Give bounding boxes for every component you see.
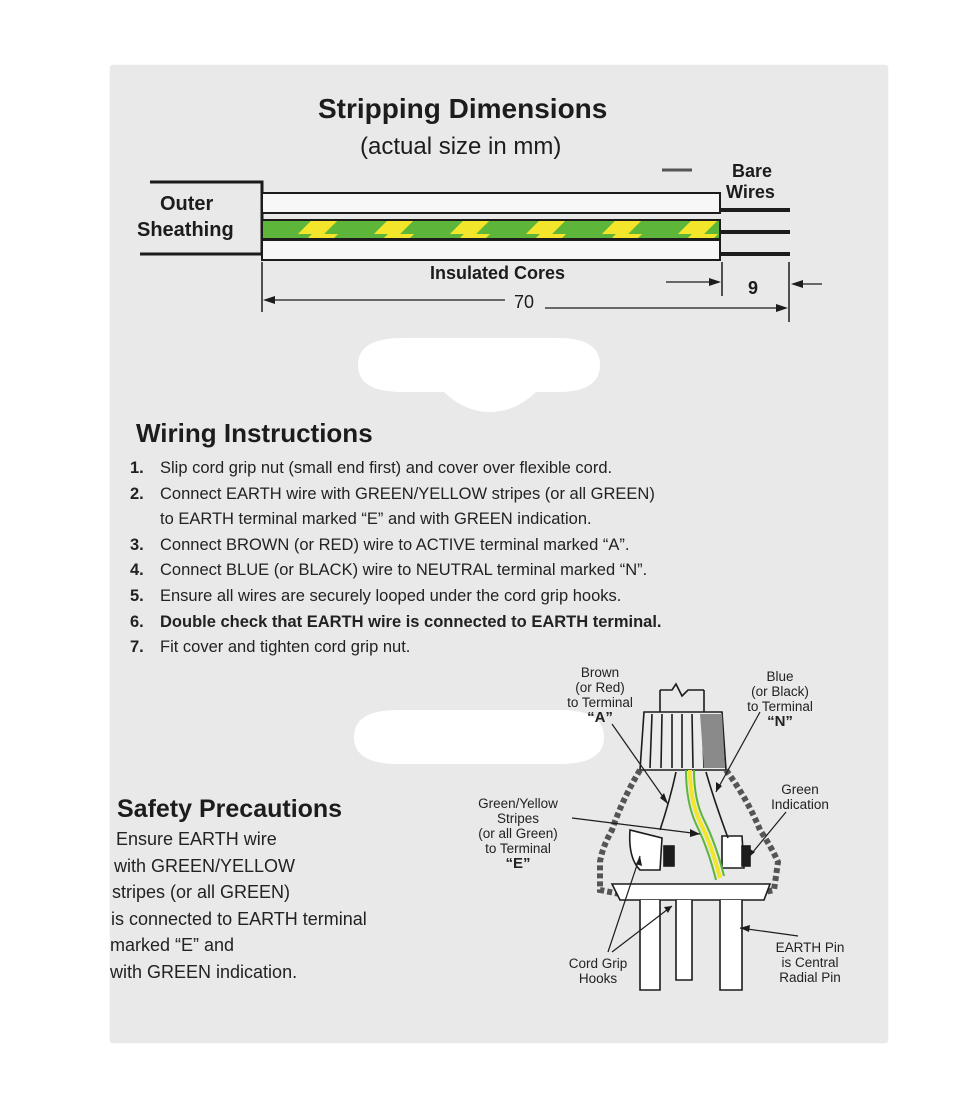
callout-line: Brown [580, 665, 620, 680]
step-text: Ensure all wires are securely looped under the cord grip hooks. [160, 586, 622, 605]
leader-green-indication-arrow [748, 848, 755, 858]
step-number: 4. [130, 561, 144, 580]
insulated-cores-label: Insulated Cores [430, 263, 566, 283]
brown-wire-callout [552, 665, 648, 725]
terminal-right [722, 836, 744, 868]
step-text: Connect BLUE (or BLACK) wire to NEUTRAL terminal marked “N”. [160, 561, 648, 580]
callout-line: “A” [587, 709, 613, 726]
step-text: to EARTH terminal marked “E” and with GREEN indication. [160, 510, 592, 529]
callout-line: to Terminal [567, 695, 633, 710]
dim-total-label: 70 [514, 292, 535, 312]
callout-line: “E” [505, 855, 531, 872]
callout-line: EARTH Pin [775, 940, 845, 955]
stripping-title: Stripping Dimensions [318, 93, 608, 124]
blue-wire-callout [732, 669, 828, 729]
pin-right [676, 900, 692, 980]
outer-sheathing-label-1: Outer [160, 193, 214, 215]
step-number: 6. [130, 612, 144, 631]
callout-line: Green/Yellow [478, 796, 558, 811]
step-text: Connect EARTH wire with GREEN/YELLOW stripes (or all GREEN) [160, 484, 655, 503]
callout-line: “N” [767, 713, 793, 730]
step-number: 7. [130, 638, 144, 657]
leader-cord-grip-1 [608, 856, 640, 952]
safety-line: Ensure EARTH wire [116, 829, 277, 849]
callout-line: is Central [781, 955, 839, 970]
terminal-block-left [664, 846, 674, 866]
safety-line: marked “E” and [110, 935, 235, 955]
callout-line: Hooks [578, 971, 618, 986]
bare-wires-label-1: Bare [732, 161, 773, 181]
callout-line: Cord Grip [568, 956, 628, 971]
step-text: Fit cover and tighten cord grip nut. [160, 638, 411, 657]
callout-line: (or all Green) [478, 826, 558, 841]
step-number: 2. [130, 484, 144, 503]
step-number: 5. [130, 586, 144, 605]
grip-nut-shade [700, 714, 725, 768]
step-text: Double check that EARTH wire is connected to EARTH terminal. [160, 612, 662, 631]
wire-blue [706, 772, 728, 838]
cord-grip-callout [552, 956, 644, 986]
safety-line: stripes (or all GREEN) [112, 882, 291, 902]
step-text: Slip cord grip nut (small end first) and cover over flexible cord. [160, 459, 613, 477]
earth-pin-callout [762, 940, 858, 985]
callout-line: to Terminal [485, 841, 551, 856]
terminal-left [630, 830, 662, 870]
wiring-title: Wiring Instructions [136, 418, 373, 448]
callout-line: Blue [766, 669, 794, 684]
green-yellow-callout [460, 796, 576, 871]
green-indication-callout [756, 782, 844, 812]
stripping-subtitle: (actual size in mm) [360, 133, 562, 160]
callout-line: Green [781, 782, 819, 797]
callout-line: Radial Pin [779, 970, 841, 985]
callout-line: to Terminal [747, 699, 813, 714]
safety-line: with GREEN indication. [110, 961, 298, 982]
pin-earth [720, 900, 742, 990]
step-number: 1. [130, 459, 144, 477]
step-number: 3. [130, 535, 144, 554]
bare-wires-label-2: Wires [726, 182, 775, 202]
outer-sheathing-label-2: Sheathing [137, 219, 234, 241]
safety-line: is connected to EARTH terminal [111, 908, 367, 929]
callout-line: (or Black) [751, 684, 809, 699]
callout-line: Indication [771, 797, 829, 812]
safety-title: Safety Precautions [117, 795, 343, 823]
plug-base [612, 884, 770, 900]
callout-line: (or Red) [575, 680, 625, 695]
wire-brown [660, 772, 676, 830]
step-text: Connect BROWN (or RED) wire to ACTIVE terminal marked “A”. [160, 535, 630, 554]
callout-line: Stripes [496, 811, 540, 826]
safety-line: with GREEN/YELLOW [114, 855, 296, 876]
dim-bare-label: 9 [748, 278, 759, 298]
cord-outline [660, 684, 704, 712]
